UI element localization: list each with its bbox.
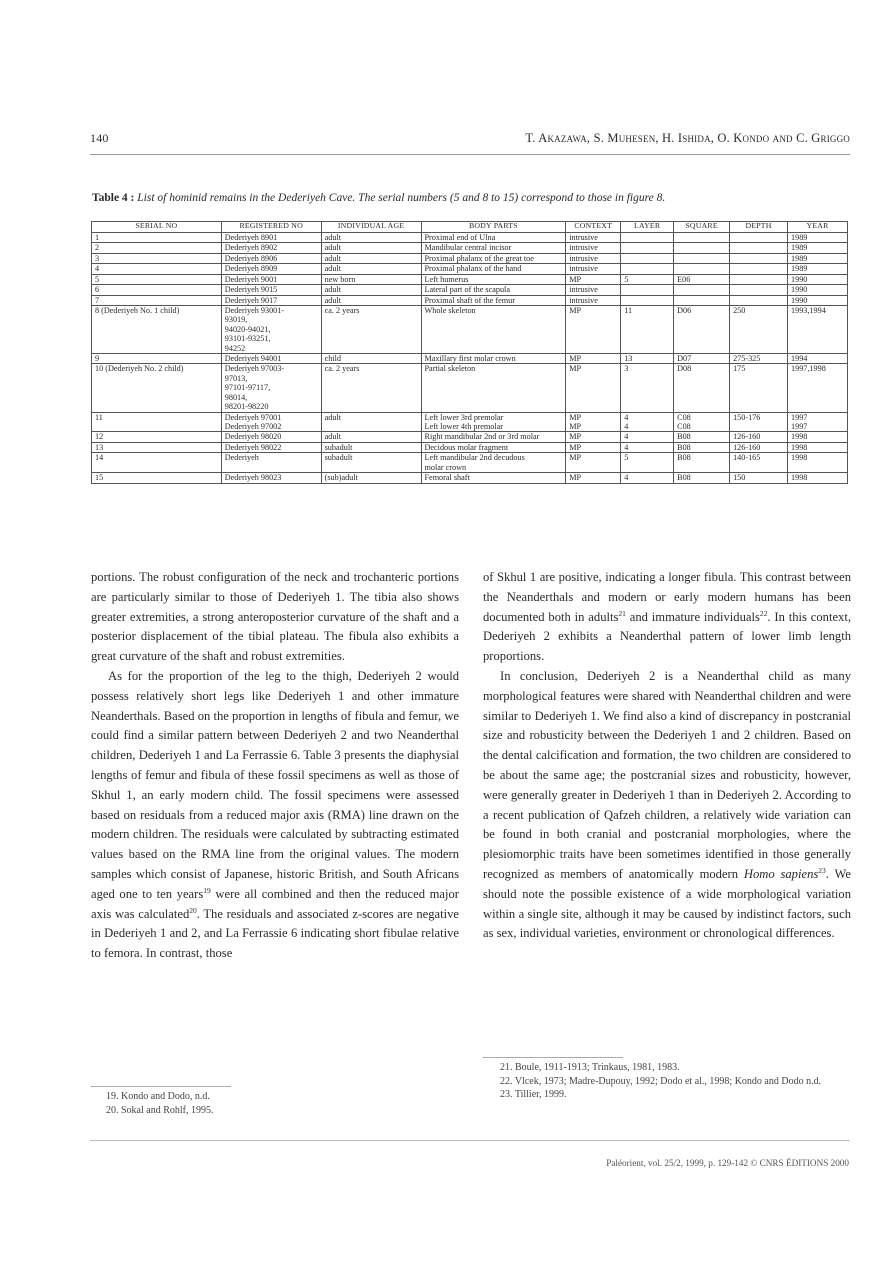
table-row [92, 412, 848, 432]
table-cell: D07 [674, 354, 730, 364]
table-cell: Mandibular central incisor [421, 243, 566, 253]
table-cell [621, 295, 674, 305]
table-cell: 126-160 [730, 442, 788, 452]
table-cell [621, 243, 674, 253]
table-cell: 140-165 [730, 453, 788, 473]
table-cell: adult [321, 432, 421, 442]
table-cell [674, 243, 730, 253]
table-cell [621, 285, 674, 295]
table-cell: 150-176 [730, 412, 788, 432]
table-cell: Maxillary first molar crown [421, 354, 566, 364]
column-header: SERIAL NO [92, 222, 222, 233]
column-header: INDIVIDUAL AGE [321, 222, 421, 233]
table-cell: Whole skeleton [421, 305, 566, 353]
table-row [92, 453, 848, 473]
column-header: SQUARE [674, 222, 730, 233]
species-name: Homo sapiens [743, 866, 819, 881]
table-cell: MP [566, 305, 621, 353]
table-cell [674, 295, 730, 305]
table-cell: new born [321, 274, 421, 284]
table-cell: 1998 [788, 473, 848, 483]
paragraph [483, 667, 851, 944]
table-row [92, 432, 848, 442]
table-cell: 4 [621, 442, 674, 452]
table-cell: 8 (Dederiyeh No. 1 child) [92, 305, 222, 353]
table-cell: Dederiyeh 93001- 93019, 94020-94021, 93101-93251, 94252 [221, 305, 321, 353]
table-cell: Proximal phalanx of the great toe [421, 253, 566, 263]
table-cell: B08 [674, 432, 730, 442]
table-cell: 1989 [788, 243, 848, 253]
table-cell: 2 [92, 243, 222, 253]
paragraph-text: of Skhul 1 are positive, indicating a longer fibula. This contrast between the Neanderthals and modern or early modern humans has been documented both in adults [483, 570, 851, 624]
table-cell [730, 295, 788, 305]
table-cell: ca. 2 years [321, 364, 421, 412]
table-cell: Proximal shaft of the femur [421, 295, 566, 305]
table-cell: intrusive [566, 295, 621, 305]
table-cell: 1 [92, 233, 222, 243]
table-cell: 12 [92, 432, 222, 442]
table-cell [730, 243, 788, 253]
table-cell [730, 274, 788, 284]
table-row [92, 264, 848, 274]
column-header: LAYER [621, 222, 674, 233]
table-cell: 13 [621, 354, 674, 364]
table-cell: Dederiyeh 8902 [221, 243, 321, 253]
table-cell: Dederiyeh 94001 [221, 354, 321, 364]
table-cell: Dederiyeh 9015 [221, 285, 321, 295]
footnotes-right [483, 1061, 850, 1102]
table-cell: D06 [674, 305, 730, 353]
table-cell: Right mandibular 2nd or 3rd molar [421, 432, 566, 442]
table-cell: ca. 2 years [321, 305, 421, 353]
table-cell: adult [321, 243, 421, 253]
table-cell: 11 [92, 412, 222, 432]
table-row [92, 354, 848, 364]
table-cell: intrusive [566, 285, 621, 295]
paragraph-text: were all combined and then the reduced major axis was calculated [91, 886, 459, 921]
table-cell: intrusive [566, 253, 621, 263]
table-cell [674, 285, 730, 295]
table-cell: 1998 [788, 432, 848, 442]
table-cell: MP [566, 364, 621, 412]
table-cell: 1990 [788, 285, 848, 295]
table-cell: intrusive [566, 264, 621, 274]
table-cell: 1989 [788, 233, 848, 243]
table-cell: 10 (Dederiyeh No. 2 child) [92, 364, 222, 412]
table-cell: B08 [674, 473, 730, 483]
table-cell: MP [566, 473, 621, 483]
table-cell: 1990 [788, 295, 848, 305]
table-cell: adult [321, 264, 421, 274]
body-column-right [483, 568, 851, 944]
running-head [90, 131, 850, 151]
table-cell: MP [566, 453, 621, 473]
table-cell: MP MP [566, 412, 621, 432]
table-cell: Proximal phalanx of the hand [421, 264, 566, 274]
column-header: BODY PARTS [421, 222, 566, 233]
table-cell: Dederiyeh 97003- 97013, 97101-97117, 98014, 98201-98220 [221, 364, 321, 412]
table-cell: 4 [92, 264, 222, 274]
table-cell: 1989 [788, 253, 848, 263]
table-row [92, 233, 848, 243]
table-caption-label: Table 4 : [92, 192, 135, 204]
table-row [92, 364, 848, 412]
table-cell: 1997,1998 [788, 364, 848, 412]
table-cell [730, 285, 788, 295]
table-cell: 4 [621, 432, 674, 442]
table-cell: E06 [674, 274, 730, 284]
table-row [92, 253, 848, 263]
footnote-divider [483, 1057, 623, 1058]
footnotes-left [106, 1090, 446, 1117]
table-caption [92, 192, 852, 204]
table-cell: MP [566, 354, 621, 364]
footnote: 23. Tillier, 1999. [500, 1089, 567, 1100]
table-cell: Left lower 3rd premolar Left lower 4th premolar [421, 412, 566, 432]
table-cell: Partial skeleton [421, 364, 566, 412]
footnote-divider [91, 1086, 231, 1087]
table-cell [674, 233, 730, 243]
table-cell: Dederiyeh 98022 [221, 442, 321, 452]
paragraph: portions. The robust configuration of the neck and trochanteric portions are particularly similar to those of Dederiyeh 1. The tibia also shows greater extremities, a strong anteroposterior curvature of the shaft and a posterior displacement of the tibial plateau. The fibula also exhibits a great curvature of the shaft and robust extremities. [91, 570, 459, 664]
table-cell: B08 [674, 442, 730, 452]
table-cell: 3 [92, 253, 222, 263]
table-cell [730, 233, 788, 243]
footnote-ref: 21 [618, 608, 626, 618]
table-cell: 13 [92, 442, 222, 452]
footnote: 22. Vlcek, 1973; Madre-Dupouy, 1992; Dodo et al., 1998; Kondo and Dodo n.d. [500, 1075, 822, 1087]
table-cell: 14 [92, 453, 222, 473]
footnote: 21. Boule, 1911-1913; Trinkaus, 1981, 1983. [500, 1062, 680, 1073]
page-number: 140 [90, 131, 109, 145]
table-cell [730, 253, 788, 263]
table-cell: Dederiyeh 97001 Dederiyeh 97002 [221, 412, 321, 432]
table-cell: Lateral part of the scapula [421, 285, 566, 295]
table-cell [621, 233, 674, 243]
footnote-ref: 22 [759, 608, 768, 618]
footnote-ref: 19 [203, 885, 211, 895]
running-head-authors: T. Akazawa, S. Muhesen, H. Ishida, O. Kondo and C. Griggo [525, 131, 850, 145]
table-cell: 5 [621, 453, 674, 473]
table-cell: intrusive [566, 233, 621, 243]
table-row [92, 295, 848, 305]
column-header: REGISTERED NO [221, 222, 321, 233]
table-cell: 4 [621, 473, 674, 483]
table-row [92, 274, 848, 284]
table-cell: 126-160 [730, 432, 788, 442]
table-cell [730, 264, 788, 274]
column-header: DEPTH [730, 222, 788, 233]
table-cell: C08 C08 [674, 412, 730, 432]
table-cell: 275-325 [730, 354, 788, 364]
paragraph-text: In conclusion, Dederiyeh 2 is a Neanderthal child as many morphological features were shared with Neanderthal children and were similar to Dederiyeh 1. We find also a kind of discrepancy in postcranial size and robusticity between the Dederiyeh 1 and 2 children. Based on the dental calcification and formation, the two children are considered to be about the same age; the postcranial sizes and robusticity, however, were generally greater in Dederiyeh 1 than in Dederiyeh 2. According to a recent publication of Qafzeh children, a relatively wide variation can be found in both cranial and postcranial morphologies, where the plesiomorphic traits have been sometimes identified in those generally recognized as members of anatomically modern [483, 668, 851, 881]
table-cell: 1998 [788, 453, 848, 473]
table-cell: adult [321, 412, 421, 432]
table-cell: subadult [321, 453, 421, 473]
table-cell: 5 [621, 274, 674, 284]
table-cell: Decidous molar fragment [421, 442, 566, 452]
header-divider [90, 154, 850, 155]
table-cell: 9 [92, 354, 222, 364]
table-cell: MP [566, 442, 621, 452]
body-column-left [91, 568, 459, 964]
table-cell: 175 [730, 364, 788, 412]
table-cell: adult [321, 295, 421, 305]
table-body [92, 233, 848, 484]
table-cell: 150 [730, 473, 788, 483]
footnote-ref: 23 [818, 865, 826, 875]
footnote-ref: 20 [189, 905, 197, 915]
table-cell: adult [321, 233, 421, 243]
journal-citation: Paléorient, vol. 25/2, 1999, p. 129-142 © CNRS ÉDITIONS 2000 [606, 1158, 849, 1168]
table-cell: subadult [321, 442, 421, 452]
table-cell: Dederiyeh 98020 [221, 432, 321, 442]
paragraph-text: . In this context, Dederiyeh 2 exhibits a Neanderthal pattern of lower limb length proportions. [483, 609, 851, 664]
paragraph-text: As for the proportion of the leg to the thigh, Dederiyeh 2 would possess relatively short legs like Dederiyeh 1 and other immature Neanderthals. Based on the proportion in lengths of fibula and femur, we could find a similar pattern between Dederiyeh 2 and two Neanderthal children, Dederiyeh 1 and La Ferrassie 6. Table 3 presents the diaphysial lengths of femur and fibula of these fossil specimens as well as those of Skhul 1, an early modern child. The fossil specimens were assessed based on residuals from a reduced major axis (RMA) line drawn on the modern children. The residuals were calculated by subtracting estimated values based on the RMA line from the original values. The modern samples which consist of Japanese, historic British, and South Africans aged one to ten years [91, 668, 459, 901]
table-cell: Dederiyeh [221, 453, 321, 473]
table-cell: Dederiyeh 8906 [221, 253, 321, 263]
table-cell: Dederiyeh 8909 [221, 264, 321, 274]
paragraph-text: . We should note the possible existence of a wide morphological variation within a single site, although it may be caused by indistinct factors, such as sex, individual varieties, environment or chronological differences. [483, 866, 851, 941]
table-cell: 1993,1994 [788, 305, 848, 353]
table-cell: 5 [92, 274, 222, 284]
table-cell: 1997 1997 [788, 412, 848, 432]
table-cell: adult [321, 253, 421, 263]
table-row [92, 473, 848, 483]
table-cell: Femoral shaft [421, 473, 566, 483]
table-header-row [92, 222, 848, 233]
table-cell: MP [566, 432, 621, 442]
table-cell: Left humerus [421, 274, 566, 284]
table-cell: 1989 [788, 264, 848, 274]
table-row [92, 305, 848, 353]
table-cell [621, 253, 674, 263]
table-cell: Dederiyeh 8901 [221, 233, 321, 243]
table-cell: 1998 [788, 442, 848, 452]
paragraph-text: . The residuals and associated z-scores are negative in Dederiyeh 1 and 2, and La Ferrassie 6 indicating short fibulae relative to femora. In contrast, those [91, 906, 459, 961]
table-cell: Dederiyeh 9001 [221, 274, 321, 284]
table-cell: 250 [730, 305, 788, 353]
table-cell: 1994 [788, 354, 848, 364]
table-cell: adult [321, 285, 421, 295]
paragraph [483, 568, 851, 667]
table-cell: 4 4 [621, 412, 674, 432]
table-cell: 1990 [788, 274, 848, 284]
footnote: 20. Sokal and Rohlf, 1995. [106, 1104, 214, 1116]
table-cell: 6 [92, 285, 222, 295]
table-cell: B08 [674, 453, 730, 473]
footnote: 19. Kondo and Dodo, n.d. [106, 1091, 210, 1102]
table-cell: (sub)adult [321, 473, 421, 483]
table-cell: 7 [92, 295, 222, 305]
table-cell: 3 [621, 364, 674, 412]
table-row [92, 285, 848, 295]
table-row [92, 442, 848, 452]
table-cell: D08 [674, 364, 730, 412]
table-cell: 15 [92, 473, 222, 483]
table-cell [674, 264, 730, 274]
table-cell: 11 [621, 305, 674, 353]
column-header: CONTEXT [566, 222, 621, 233]
table-cell: Proximal end of Ulna [421, 233, 566, 243]
table-caption-text: List of hominid remains in the Dederiyeh Cave. The serial numbers (5 and 8 to 15) correspond to those in figure 8. [137, 192, 666, 204]
table-cell: intrusive [566, 243, 621, 253]
column-header: YEAR [788, 222, 848, 233]
table-cell: Left mandibular 2nd decudous molar crown [421, 453, 566, 473]
table-cell [674, 253, 730, 263]
table-cell: child [321, 354, 421, 364]
table-row [92, 243, 848, 253]
table-cell [621, 264, 674, 274]
table-cell: MP [566, 274, 621, 284]
paragraph [91, 667, 459, 964]
footer-divider [90, 1140, 850, 1141]
paragraph-text: and immature individuals [625, 609, 760, 624]
table-cell: Dederiyeh 98023 [221, 473, 321, 483]
hominid-remains-table [91, 221, 848, 484]
table-cell: Dederiyeh 9017 [221, 295, 321, 305]
